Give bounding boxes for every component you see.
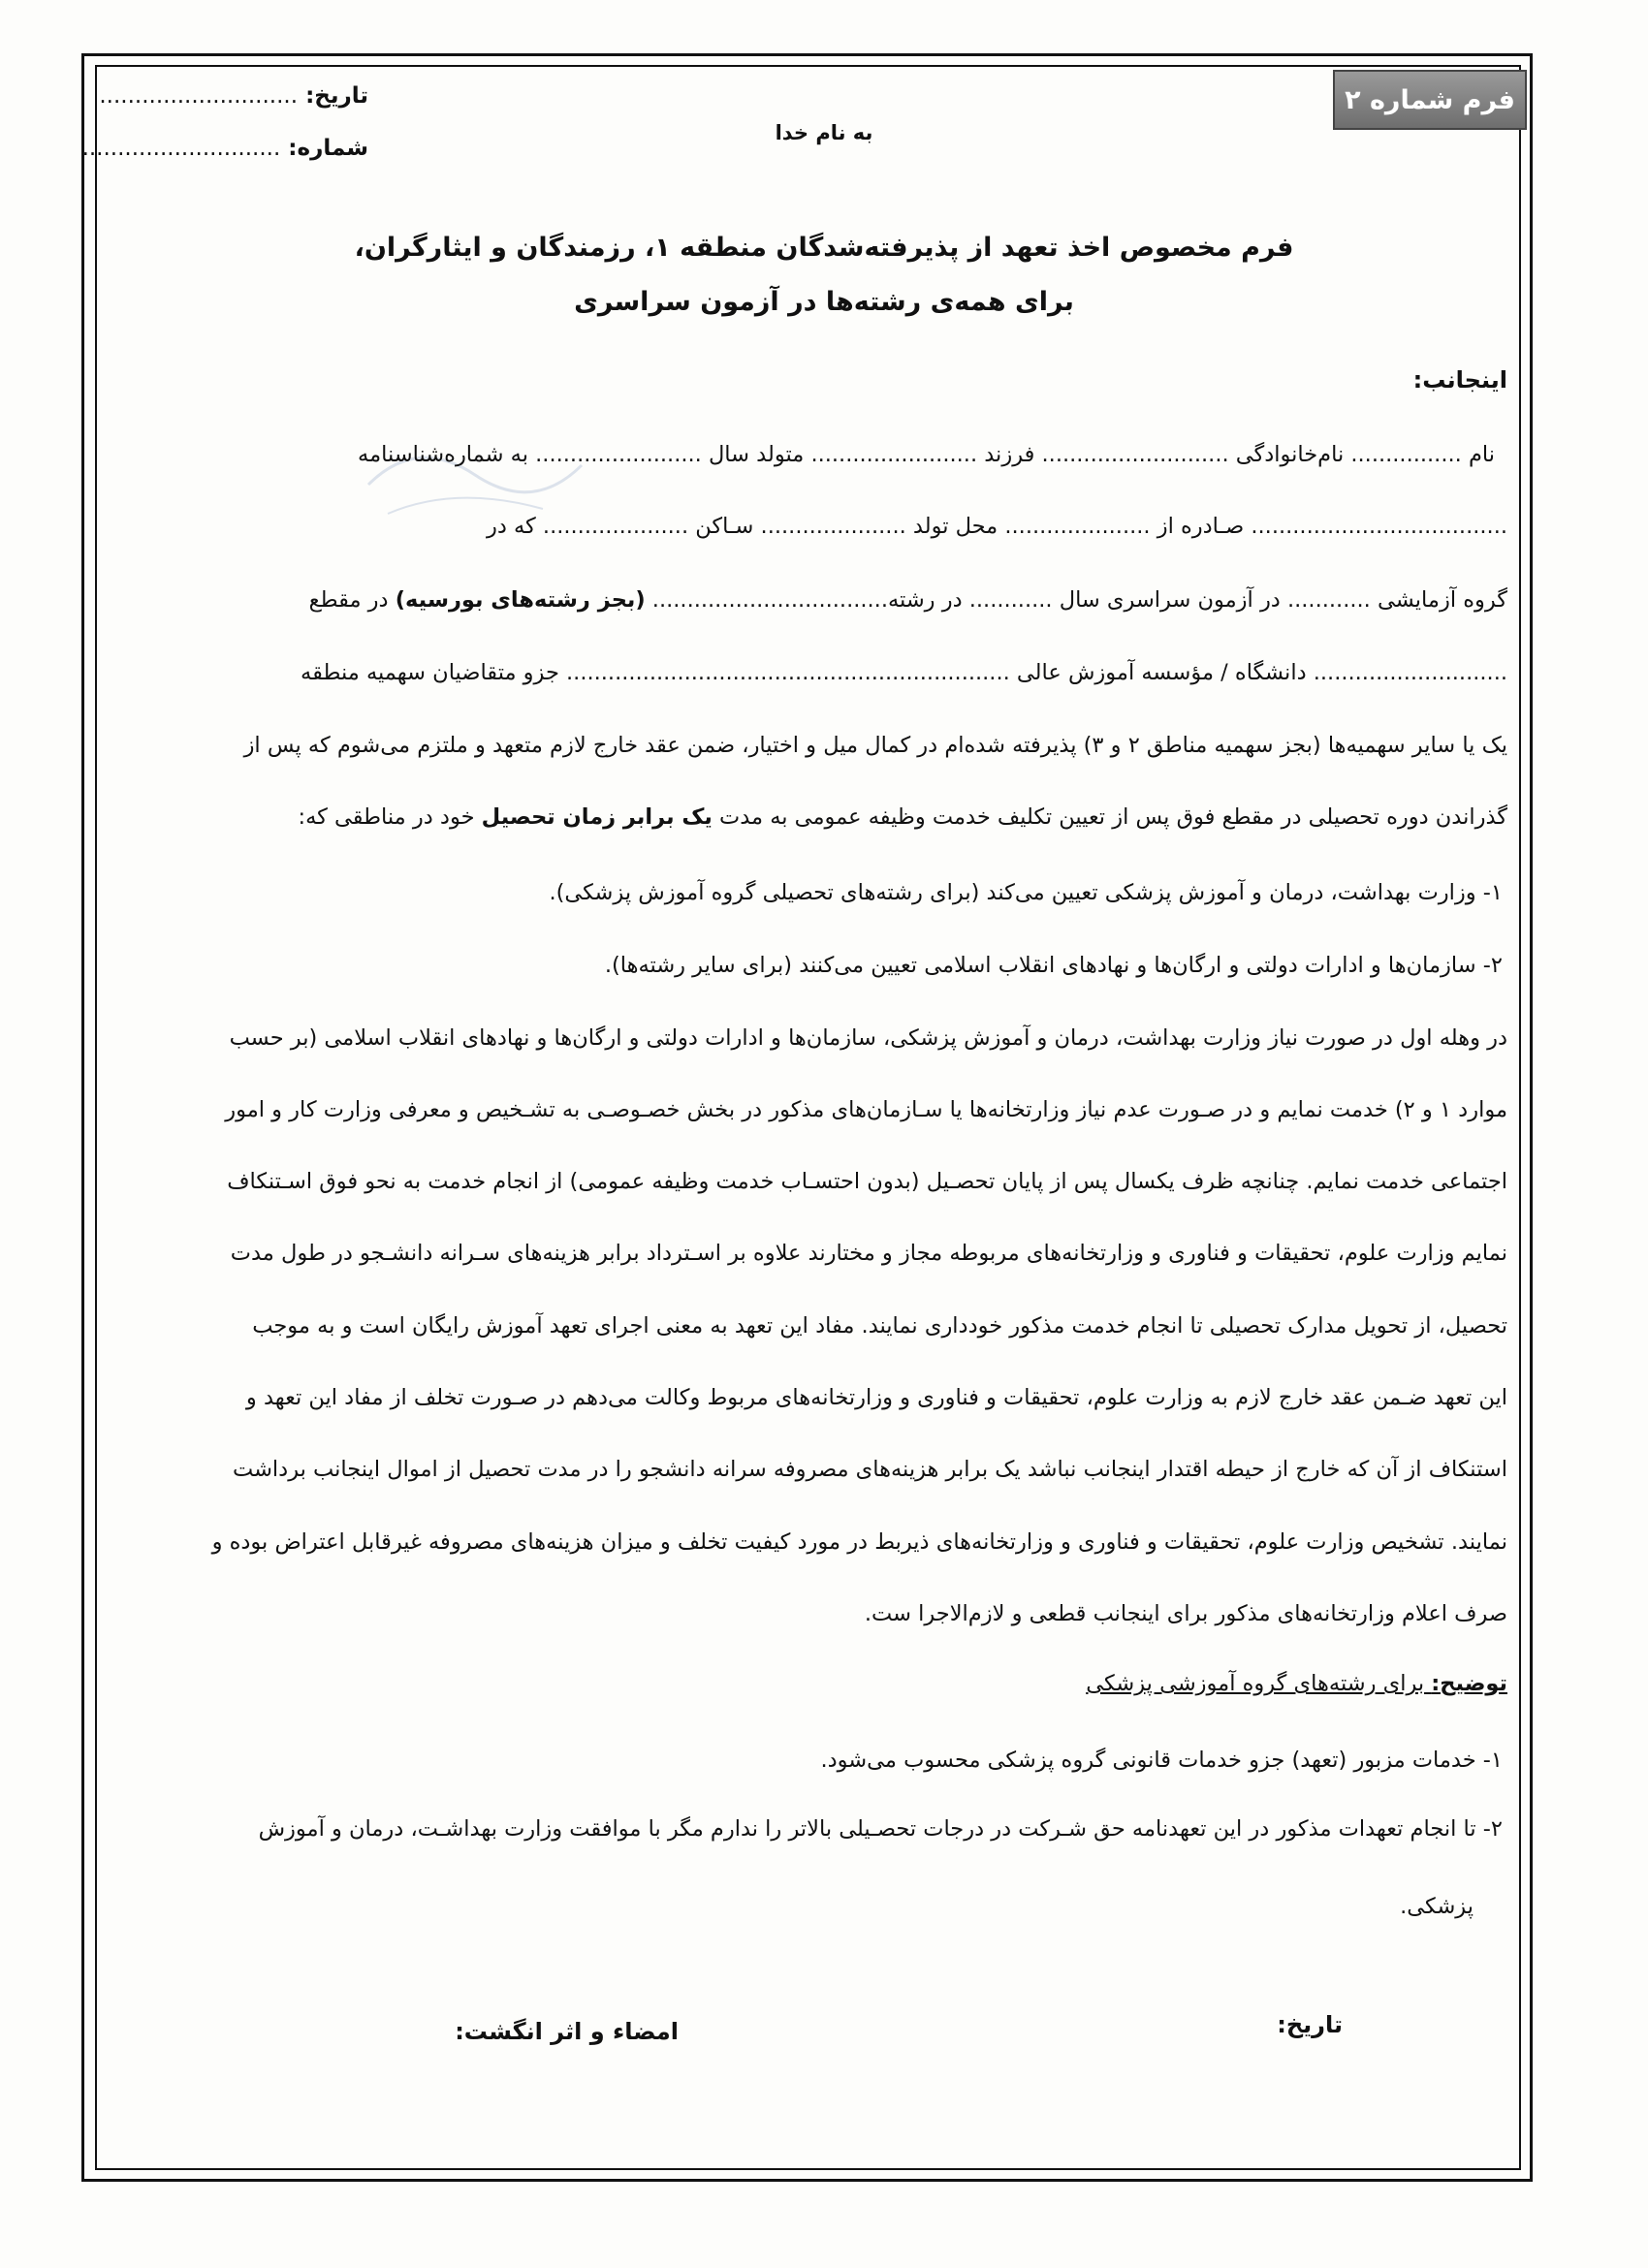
duration-text-bold: یک برابر زمان تحصیل	[481, 804, 713, 830]
paragraph-line-6: این تعهد ضـمن عقد خارج لازم به وزارت علوم، تحقیقات و فناوری و وزارتخانه‌های مربوط وکالت می‌دهم در صـورت تخلف از مفاد این تعهد و	[245, 1385, 1507, 1410]
form-line-group	[309, 589, 1507, 612]
note-item-2-continued: پزشکی.	[1400, 1894, 1474, 1919]
list-item-1: ۱- وزارت بهداشت، درمان و آموزش پزشکی تعیین می‌کند (برای رشته‌های تحصیلی گروه آموزش پزشکی).	[549, 880, 1503, 905]
duration-text-b: خود در مناطقی که:	[298, 804, 482, 830]
group-text-a: گروه آزمایشی ............ در آزمون سراسری سال ............ در رشته..................................	[645, 587, 1507, 613]
number-meta	[82, 136, 368, 161]
list-item-2: ۲- سازمان‌ها و ادارات دولتی و ارگان‌ها و نهادهای انقلاب اسلامی تعیین می‌کنند (برای سایر رشته‌ها).	[604, 953, 1503, 978]
group-text-b: در مقطع	[308, 587, 396, 613]
paragraph-line-2: موارد ۱ و ۲) خدمت نمایم و در صـورت عدم نیاز وزارتخانه‌ها یا سـازمان‌های مذکور در بخش خصـوصـی به تشـخیص و معرفی وزارت کار و امور	[225, 1097, 1507, 1122]
form-line-quota: یک یا سایر سهمیه‌ها (بجز سهمیه مناطق ۲ و ۳) پذیرفته شده‌ام در کمال میل و اختیار، ضمن عقد خارج لازم متعهد و ملتزم می‌شوم که پس از	[243, 733, 1507, 758]
form-title-line2: برای همه‌ی رشته‌ها در آزمون سراسری	[574, 287, 1074, 317]
number-dots: ............................	[81, 136, 281, 161]
paragraph-line-9: صرف اعلام وزارتخانه‌های مذکور برای اینجانب قطعی و لازم‌الاجرا ست.	[864, 1601, 1507, 1626]
signature-fingerprint-label: امضاء و اثر انگشت:	[455, 2018, 679, 2045]
paragraph-line-5: تحصیل، از تحویل مدارک تحصیلی تا انجام خدمت مذکور خودداری نمایند. مفاد این تعهد به معنی اجرای تعهد آموزش رایگان است و به موجب	[252, 1313, 1507, 1339]
form-line-university: ............................ دانشگاه / مؤسسه آموزش عالی ................................................................ جزو متقاضیان سهمیه منطقه	[301, 660, 1507, 685]
paragraph-line-7: استنکاف از آن که خارج از حیطه اقتدار اینجانب نباشد یک برابر هزینه‌های مصروفه سرانه دانشجو را در مدت تحصیل از اموال اینجانب برداشت	[232, 1457, 1507, 1482]
paragraph-line-8: نمایند. تشخیص وزارت علوم، تحقیقات و فناوری و وزارتخانه‌های ذیربط در مورد کیفیت تخلف و میزان هزینه‌های مصروفه غیرقابل اعتراض بوده و	[211, 1529, 1507, 1555]
date-label: تاریخ:	[305, 83, 368, 109]
paragraph-line-4: نمایم وزارت علوم، تحقیقات و فناوری و وزارتخانه‌های مربوطه مجاز و مختارند علاوه بر اسـترداد برابر هزینه‌های سـرانه دانشـجو در طول مدت	[230, 1241, 1507, 1266]
note-heading	[1086, 1673, 1507, 1695]
note-heading-underlined	[1086, 1671, 1507, 1696]
paragraph-line-1: در وهله اول در صورت نیاز وزارت بهداشت، درمان و آموزش پزشکی، سازمان‌ها و ادارات دولتی و ارگان‌ها و نهادهای انقلاب اسلامی (بر حسب	[229, 1025, 1507, 1051]
note-text: برای رشته‌های گروه آموزشی پزشکی	[1086, 1671, 1432, 1696]
note-label: توضیح:	[1431, 1671, 1507, 1696]
form-line-duration	[298, 806, 1507, 829]
bismillah: به نام خدا	[775, 121, 873, 144]
form-title-line1: فرم مخصوص اخذ تعهد از پذیرفته‌شدگان منطقه ۱، رزمندگان و ایثارگران،	[354, 233, 1294, 263]
form-line-issue: ..................................... صـادره از ..................... محل تولد ..................... سـاکن ..................... که در	[486, 514, 1507, 539]
intro-label: اینجانب:	[1412, 366, 1507, 394]
note-item-1: ۱- خدمات مزبور (تعهد) جزو خدمات قانونی گروه پزشکی محسوب می‌شود.	[820, 1748, 1503, 1773]
number-label: شماره:	[288, 136, 368, 161]
group-text-bold: (بجز رشته‌های بورسیه)	[395, 587, 646, 613]
paragraph-line-3: اجتماعی خدمت نمایم. چنانچه ظرف یکسال پس از پایان تحصـیل (بدون احتسـاب خدمت وظیفه عمومی) از انجام خدمت به نحو فوق اسـتنکاف	[227, 1169, 1507, 1194]
form-line-name: نام ................ نام‌خانوادگی ........................... فرزند ........................ متولد سال ........................ به شماره‌شناسنامه	[358, 442, 1495, 467]
duration-text-a: گذراندن دوره تحصیلی در مقطع فوق پس از تعیین تکلیف خدمت وظیفه عمومی به مدت	[712, 804, 1507, 830]
form-number-badge: فرم شماره ۲	[1333, 70, 1527, 130]
date-meta	[99, 83, 368, 109]
signature-date-label: تاریخ:	[1277, 2011, 1343, 2038]
date-dots: ............................	[99, 83, 299, 109]
note-item-2: ۲- تا انجام تعهدات مذکور در این تعهدنامه حق شـرکت در درجات تحصـیلی بالاتر را ندارم مگر با موافقت وزارت بهداشـت، درمان و آموزش	[258, 1816, 1503, 1842]
